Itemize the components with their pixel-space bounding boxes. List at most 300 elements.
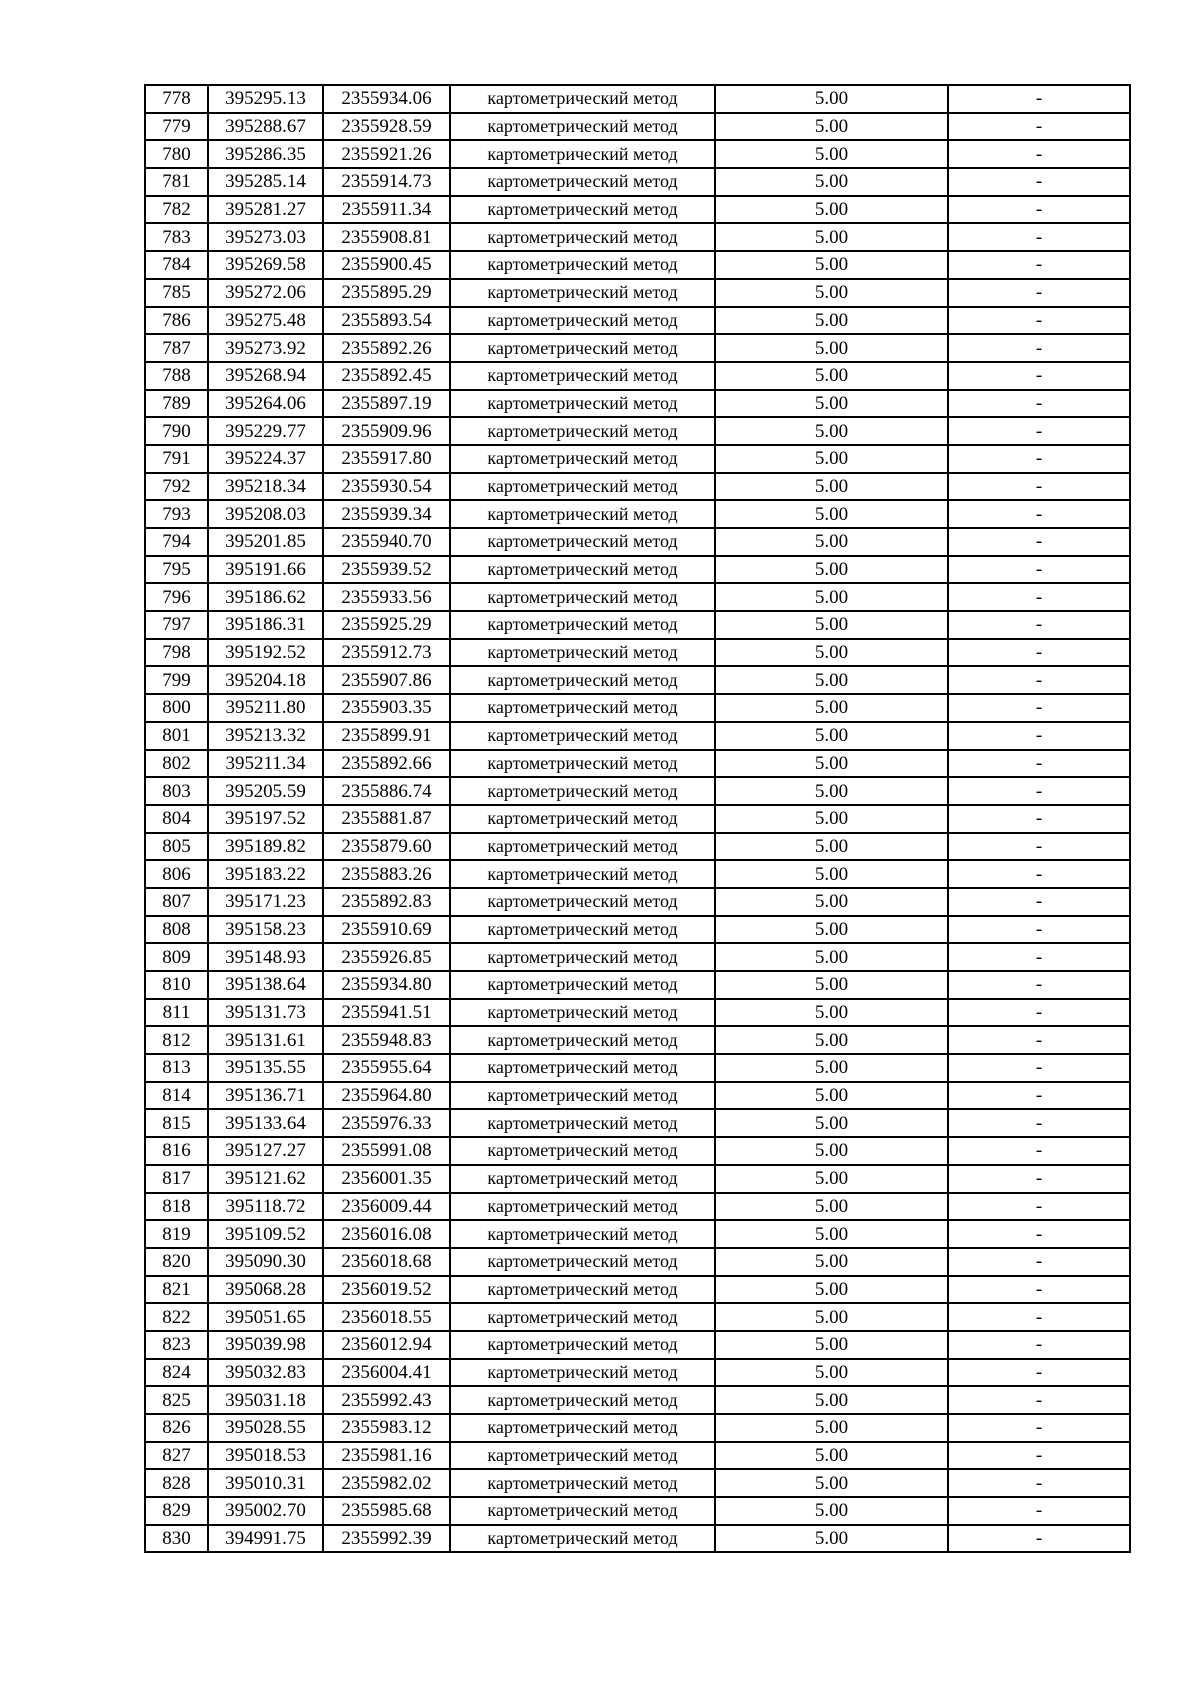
method-cell: картометрический метод (450, 916, 715, 944)
accuracy-cell: 5.00 (715, 1359, 948, 1387)
x-coordinate-cell: 395295.13 (208, 85, 323, 113)
method-cell: картометрический метод (450, 445, 715, 473)
method-cell: картометрический метод (450, 85, 715, 113)
y-coordinate-cell: 2355934.06 (323, 85, 450, 113)
note-cell: - (948, 611, 1130, 639)
point-number-cell: 811 (145, 999, 208, 1027)
method-cell: картометрический метод (450, 666, 715, 694)
note-cell: - (948, 1054, 1130, 1082)
y-coordinate-cell: 2355985.68 (323, 1497, 450, 1525)
point-number-cell: 812 (145, 1026, 208, 1054)
x-coordinate-cell: 395211.80 (208, 694, 323, 722)
table-row (145, 113, 1130, 141)
point-number-cell: 821 (145, 1276, 208, 1304)
note-cell: - (948, 528, 1130, 556)
method-cell: картометрический метод (450, 390, 715, 418)
note-cell: - (948, 1525, 1130, 1553)
x-coordinate-cell: 395118.72 (208, 1193, 323, 1221)
x-coordinate-cell: 395109.52 (208, 1220, 323, 1248)
point-number-cell: 798 (145, 639, 208, 667)
x-coordinate-cell: 395138.64 (208, 971, 323, 999)
point-number-cell: 780 (145, 140, 208, 168)
note-cell: - (948, 1386, 1130, 1414)
table-row (145, 1026, 1130, 1054)
y-coordinate-cell: 2355912.73 (323, 639, 450, 667)
y-coordinate-cell: 2355908.81 (323, 223, 450, 251)
note-cell: - (948, 223, 1130, 251)
x-coordinate-cell: 395127.27 (208, 1137, 323, 1165)
method-cell: картометрический метод (450, 1359, 715, 1387)
x-coordinate-cell: 395136.71 (208, 1082, 323, 1110)
y-coordinate-cell: 2355941.51 (323, 999, 450, 1027)
method-cell: картометрический метод (450, 500, 715, 528)
accuracy-cell: 5.00 (715, 362, 948, 390)
x-coordinate-cell: 395135.55 (208, 1054, 323, 1082)
accuracy-cell: 5.00 (715, 666, 948, 694)
y-coordinate-cell: 2355939.52 (323, 556, 450, 584)
y-coordinate-cell: 2355930.54 (323, 473, 450, 501)
table-row (145, 279, 1130, 307)
y-coordinate-cell: 2355955.64 (323, 1054, 450, 1082)
note-cell: - (948, 916, 1130, 944)
table-row (145, 777, 1130, 805)
point-number-cell: 790 (145, 417, 208, 445)
x-coordinate-cell: 395031.18 (208, 1386, 323, 1414)
point-number-cell: 782 (145, 196, 208, 224)
accuracy-cell: 5.00 (715, 140, 948, 168)
point-number-cell: 827 (145, 1442, 208, 1470)
method-cell: картометрический метод (450, 999, 715, 1027)
note-cell: - (948, 196, 1130, 224)
accuracy-cell: 5.00 (715, 777, 948, 805)
y-coordinate-cell: 2355892.45 (323, 362, 450, 390)
y-coordinate-cell: 2355992.39 (323, 1525, 450, 1553)
note-cell: - (948, 140, 1130, 168)
note-cell: - (948, 1276, 1130, 1304)
point-number-cell: 789 (145, 390, 208, 418)
x-coordinate-cell: 395010.31 (208, 1469, 323, 1497)
y-coordinate-cell: 2356004.41 (323, 1359, 450, 1387)
table-row (145, 750, 1130, 778)
accuracy-cell: 5.00 (715, 528, 948, 556)
y-coordinate-cell: 2355883.26 (323, 860, 450, 888)
point-number-cell: 823 (145, 1331, 208, 1359)
method-cell: картометрический метод (450, 971, 715, 999)
note-cell: - (948, 473, 1130, 501)
x-coordinate-cell: 395192.52 (208, 639, 323, 667)
note-cell: - (948, 251, 1130, 279)
point-number-cell: 804 (145, 805, 208, 833)
table-row (145, 971, 1130, 999)
method-cell: картометрический метод (450, 694, 715, 722)
accuracy-cell: 5.00 (715, 1220, 948, 1248)
point-number-cell: 816 (145, 1137, 208, 1165)
accuracy-cell: 5.00 (715, 279, 948, 307)
point-number-cell: 792 (145, 473, 208, 501)
y-coordinate-cell: 2355982.02 (323, 1469, 450, 1497)
method-cell: картометрический метод (450, 113, 715, 141)
point-number-cell: 820 (145, 1248, 208, 1276)
method-cell: картометрический метод (450, 307, 715, 335)
y-coordinate-cell: 2355892.66 (323, 750, 450, 778)
accuracy-cell: 5.00 (715, 1276, 948, 1304)
table-row (145, 140, 1130, 168)
y-coordinate-cell: 2355892.26 (323, 334, 450, 362)
method-cell: картометрический метод (450, 168, 715, 196)
point-number-cell: 778 (145, 85, 208, 113)
note-cell: - (948, 1414, 1130, 1442)
method-cell: картометрический метод (450, 1414, 715, 1442)
table-row (145, 805, 1130, 833)
y-coordinate-cell: 2355981.16 (323, 1442, 450, 1470)
point-number-cell: 799 (145, 666, 208, 694)
method-cell: картометрический метод (450, 611, 715, 639)
y-coordinate-cell: 2355897.19 (323, 390, 450, 418)
x-coordinate-cell: 395211.34 (208, 750, 323, 778)
y-coordinate-cell: 2355921.26 (323, 140, 450, 168)
accuracy-cell: 5.00 (715, 971, 948, 999)
note-cell: - (948, 417, 1130, 445)
table-row (145, 473, 1130, 501)
accuracy-cell: 5.00 (715, 445, 948, 473)
x-coordinate-cell: 395288.67 (208, 113, 323, 141)
note-cell: - (948, 1109, 1130, 1137)
accuracy-cell: 5.00 (715, 583, 948, 611)
x-coordinate-cell: 395186.31 (208, 611, 323, 639)
x-coordinate-cell: 395213.32 (208, 722, 323, 750)
note-cell: - (948, 1026, 1130, 1054)
table-row (145, 1331, 1130, 1359)
point-number-cell: 803 (145, 777, 208, 805)
point-number-cell: 788 (145, 362, 208, 390)
x-coordinate-cell: 395229.77 (208, 417, 323, 445)
note-cell: - (948, 583, 1130, 611)
accuracy-cell: 5.00 (715, 722, 948, 750)
table-row (145, 583, 1130, 611)
method-cell: картометрический метод (450, 1497, 715, 1525)
table-row (145, 390, 1130, 418)
method-cell: картометрический метод (450, 777, 715, 805)
x-coordinate-cell: 395273.92 (208, 334, 323, 362)
method-cell: картометрический метод (450, 1248, 715, 1276)
note-cell: - (948, 390, 1130, 418)
y-coordinate-cell: 2355909.96 (323, 417, 450, 445)
table-row (145, 1442, 1130, 1470)
point-number-cell: 830 (145, 1525, 208, 1553)
accuracy-cell: 5.00 (715, 1137, 948, 1165)
accuracy-cell: 5.00 (715, 999, 948, 1027)
accuracy-cell: 5.00 (715, 1248, 948, 1276)
x-coordinate-cell: 395121.62 (208, 1165, 323, 1193)
note-cell: - (948, 971, 1130, 999)
x-coordinate-cell: 394991.75 (208, 1525, 323, 1553)
method-cell: картометрический метод (450, 1276, 715, 1304)
method-cell: картометрический метод (450, 1303, 715, 1331)
point-number-cell: 793 (145, 500, 208, 528)
table-row (145, 196, 1130, 224)
accuracy-cell: 5.00 (715, 1165, 948, 1193)
point-number-cell: 809 (145, 943, 208, 971)
y-coordinate-cell: 2355976.33 (323, 1109, 450, 1137)
accuracy-cell: 5.00 (715, 888, 948, 916)
table-row (145, 1165, 1130, 1193)
point-number-cell: 787 (145, 334, 208, 362)
y-coordinate-cell: 2355914.73 (323, 168, 450, 196)
point-number-cell: 819 (145, 1220, 208, 1248)
table-row (145, 251, 1130, 279)
point-number-cell: 797 (145, 611, 208, 639)
accuracy-cell: 5.00 (715, 750, 948, 778)
accuracy-cell: 5.00 (715, 916, 948, 944)
y-coordinate-cell: 2356009.44 (323, 1193, 450, 1221)
point-number-cell: 822 (145, 1303, 208, 1331)
point-number-cell: 808 (145, 916, 208, 944)
x-coordinate-cell: 395224.37 (208, 445, 323, 473)
method-cell: картометрический метод (450, 556, 715, 584)
y-coordinate-cell: 2355892.83 (323, 888, 450, 916)
accuracy-cell: 5.00 (715, 639, 948, 667)
y-coordinate-cell: 2356001.35 (323, 1165, 450, 1193)
note-cell: - (948, 1082, 1130, 1110)
table-row (145, 1054, 1130, 1082)
accuracy-cell: 5.00 (715, 1331, 948, 1359)
accuracy-cell: 5.00 (715, 251, 948, 279)
point-number-cell: 807 (145, 888, 208, 916)
y-coordinate-cell: 2356012.94 (323, 1331, 450, 1359)
point-number-cell: 802 (145, 750, 208, 778)
note-cell: - (948, 639, 1130, 667)
table-row (145, 445, 1130, 473)
note-cell: - (948, 334, 1130, 362)
y-coordinate-cell: 2355928.59 (323, 113, 450, 141)
y-coordinate-cell: 2355964.80 (323, 1082, 450, 1110)
point-number-cell: 815 (145, 1109, 208, 1137)
method-cell: картометрический метод (450, 1165, 715, 1193)
accuracy-cell: 5.00 (715, 805, 948, 833)
method-cell: картометрический метод (450, 223, 715, 251)
note-cell: - (948, 556, 1130, 584)
accuracy-cell: 5.00 (715, 1469, 948, 1497)
x-coordinate-cell: 395285.14 (208, 168, 323, 196)
x-coordinate-cell: 395275.48 (208, 307, 323, 335)
x-coordinate-cell: 395286.35 (208, 140, 323, 168)
x-coordinate-cell: 395201.85 (208, 528, 323, 556)
x-coordinate-cell: 395204.18 (208, 666, 323, 694)
point-number-cell: 794 (145, 528, 208, 556)
x-coordinate-cell: 395189.82 (208, 833, 323, 861)
point-number-cell: 829 (145, 1497, 208, 1525)
note-cell: - (948, 805, 1130, 833)
note-cell: - (948, 500, 1130, 528)
x-coordinate-cell: 395131.61 (208, 1026, 323, 1054)
point-number-cell: 801 (145, 722, 208, 750)
method-cell: картометрический метод (450, 1469, 715, 1497)
method-cell: картометрический метод (450, 1386, 715, 1414)
method-cell: картометрический метод (450, 750, 715, 778)
method-cell: картометрический метод (450, 334, 715, 362)
accuracy-cell: 5.00 (715, 694, 948, 722)
note-cell: - (948, 777, 1130, 805)
x-coordinate-cell: 395051.65 (208, 1303, 323, 1331)
accuracy-cell: 5.00 (715, 334, 948, 362)
method-cell: картометрический метод (450, 833, 715, 861)
y-coordinate-cell: 2355879.60 (323, 833, 450, 861)
x-coordinate-cell: 395090.30 (208, 1248, 323, 1276)
note-cell: - (948, 1165, 1130, 1193)
method-cell: картометрический метод (450, 417, 715, 445)
table-row (145, 1303, 1130, 1331)
y-coordinate-cell: 2355983.12 (323, 1414, 450, 1442)
y-coordinate-cell: 2355926.85 (323, 943, 450, 971)
accuracy-cell: 5.00 (715, 833, 948, 861)
accuracy-cell: 5.00 (715, 473, 948, 501)
accuracy-cell: 5.00 (715, 1497, 948, 1525)
x-coordinate-cell: 395273.03 (208, 223, 323, 251)
note-cell: - (948, 833, 1130, 861)
point-number-cell: 785 (145, 279, 208, 307)
note-cell: - (948, 168, 1130, 196)
table-row (145, 722, 1130, 750)
y-coordinate-cell: 2355940.70 (323, 528, 450, 556)
point-number-cell: 781 (145, 168, 208, 196)
y-coordinate-cell: 2355939.34 (323, 500, 450, 528)
x-coordinate-cell: 395218.34 (208, 473, 323, 501)
x-coordinate-cell: 395002.70 (208, 1497, 323, 1525)
note-cell: - (948, 279, 1130, 307)
table-row (145, 500, 1130, 528)
table-row (145, 1525, 1130, 1553)
accuracy-cell: 5.00 (715, 1414, 948, 1442)
accuracy-cell: 5.00 (715, 196, 948, 224)
point-number-cell: 783 (145, 223, 208, 251)
note-cell: - (948, 694, 1130, 722)
y-coordinate-cell: 2355893.54 (323, 307, 450, 335)
table-row (145, 1414, 1130, 1442)
accuracy-cell: 5.00 (715, 1054, 948, 1082)
y-coordinate-cell: 2355911.34 (323, 196, 450, 224)
y-coordinate-cell: 2355933.56 (323, 583, 450, 611)
table-row (145, 639, 1130, 667)
note-cell: - (948, 750, 1130, 778)
table-row (145, 860, 1130, 888)
table-row (145, 1137, 1130, 1165)
table-body (145, 85, 1130, 1552)
y-coordinate-cell: 2355886.74 (323, 777, 450, 805)
x-coordinate-cell: 395205.59 (208, 777, 323, 805)
note-cell: - (948, 1220, 1130, 1248)
note-cell: - (948, 1303, 1130, 1331)
point-number-cell: 795 (145, 556, 208, 584)
y-coordinate-cell: 2356018.55 (323, 1303, 450, 1331)
note-cell: - (948, 1331, 1130, 1359)
method-cell: картометрический метод (450, 1442, 715, 1470)
method-cell: картометрический метод (450, 1109, 715, 1137)
method-cell: картометрический метод (450, 943, 715, 971)
accuracy-cell: 5.00 (715, 417, 948, 445)
accuracy-cell: 5.00 (715, 1525, 948, 1553)
y-coordinate-cell: 2355907.86 (323, 666, 450, 694)
point-number-cell: 796 (145, 583, 208, 611)
point-number-cell: 813 (145, 1054, 208, 1082)
point-number-cell: 818 (145, 1193, 208, 1221)
accuracy-cell: 5.00 (715, 1386, 948, 1414)
method-cell: картометрический метод (450, 1193, 715, 1221)
method-cell: картометрический метод (450, 583, 715, 611)
table-row (145, 1469, 1130, 1497)
method-cell: картометрический метод (450, 473, 715, 501)
table-row (145, 833, 1130, 861)
x-coordinate-cell: 395268.94 (208, 362, 323, 390)
method-cell: картометрический метод (450, 1054, 715, 1082)
method-cell: картометрический метод (450, 196, 715, 224)
note-cell: - (948, 362, 1130, 390)
y-coordinate-cell: 2355899.91 (323, 722, 450, 750)
x-coordinate-cell: 395158.23 (208, 916, 323, 944)
y-coordinate-cell: 2356018.68 (323, 1248, 450, 1276)
x-coordinate-cell: 395264.06 (208, 390, 323, 418)
note-cell: - (948, 1248, 1130, 1276)
note-cell: - (948, 1193, 1130, 1221)
accuracy-cell: 5.00 (715, 611, 948, 639)
accuracy-cell: 5.00 (715, 390, 948, 418)
point-number-cell: 824 (145, 1359, 208, 1387)
table-row (145, 1193, 1130, 1221)
x-coordinate-cell: 395028.55 (208, 1414, 323, 1442)
table-row (145, 223, 1130, 251)
method-cell: картометрический метод (450, 860, 715, 888)
y-coordinate-cell: 2355903.35 (323, 694, 450, 722)
y-coordinate-cell: 2356016.08 (323, 1220, 450, 1248)
point-number-cell: 817 (145, 1165, 208, 1193)
table-row (145, 1386, 1130, 1414)
point-number-cell: 806 (145, 860, 208, 888)
x-coordinate-cell: 395281.27 (208, 196, 323, 224)
table-row (145, 1220, 1130, 1248)
note-cell: - (948, 1137, 1130, 1165)
y-coordinate-cell: 2355895.29 (323, 279, 450, 307)
method-cell: картометрический метод (450, 805, 715, 833)
method-cell: картометрический метод (450, 251, 715, 279)
note-cell: - (948, 943, 1130, 971)
x-coordinate-cell: 395131.73 (208, 999, 323, 1027)
accuracy-cell: 5.00 (715, 1109, 948, 1137)
table-row (145, 307, 1130, 335)
accuracy-cell: 5.00 (715, 168, 948, 196)
note-cell: - (948, 445, 1130, 473)
method-cell: картометрический метод (450, 1026, 715, 1054)
y-coordinate-cell: 2355881.87 (323, 805, 450, 833)
accuracy-cell: 5.00 (715, 1082, 948, 1110)
x-coordinate-cell: 395171.23 (208, 888, 323, 916)
y-coordinate-cell: 2355992.43 (323, 1386, 450, 1414)
point-number-cell: 828 (145, 1469, 208, 1497)
note-cell: - (948, 1359, 1130, 1387)
x-coordinate-cell: 395133.64 (208, 1109, 323, 1137)
x-coordinate-cell: 395032.83 (208, 1359, 323, 1387)
x-coordinate-cell: 395148.93 (208, 943, 323, 971)
method-cell: картометрический метод (450, 140, 715, 168)
method-cell: картометрический метод (450, 528, 715, 556)
note-cell: - (948, 1497, 1130, 1525)
table-row (145, 362, 1130, 390)
x-coordinate-cell: 395208.03 (208, 500, 323, 528)
point-number-cell: 800 (145, 694, 208, 722)
table-row (145, 888, 1130, 916)
method-cell: картометрический метод (450, 639, 715, 667)
note-cell: - (948, 85, 1130, 113)
y-coordinate-cell: 2355948.83 (323, 1026, 450, 1054)
y-coordinate-cell: 2355910.69 (323, 916, 450, 944)
